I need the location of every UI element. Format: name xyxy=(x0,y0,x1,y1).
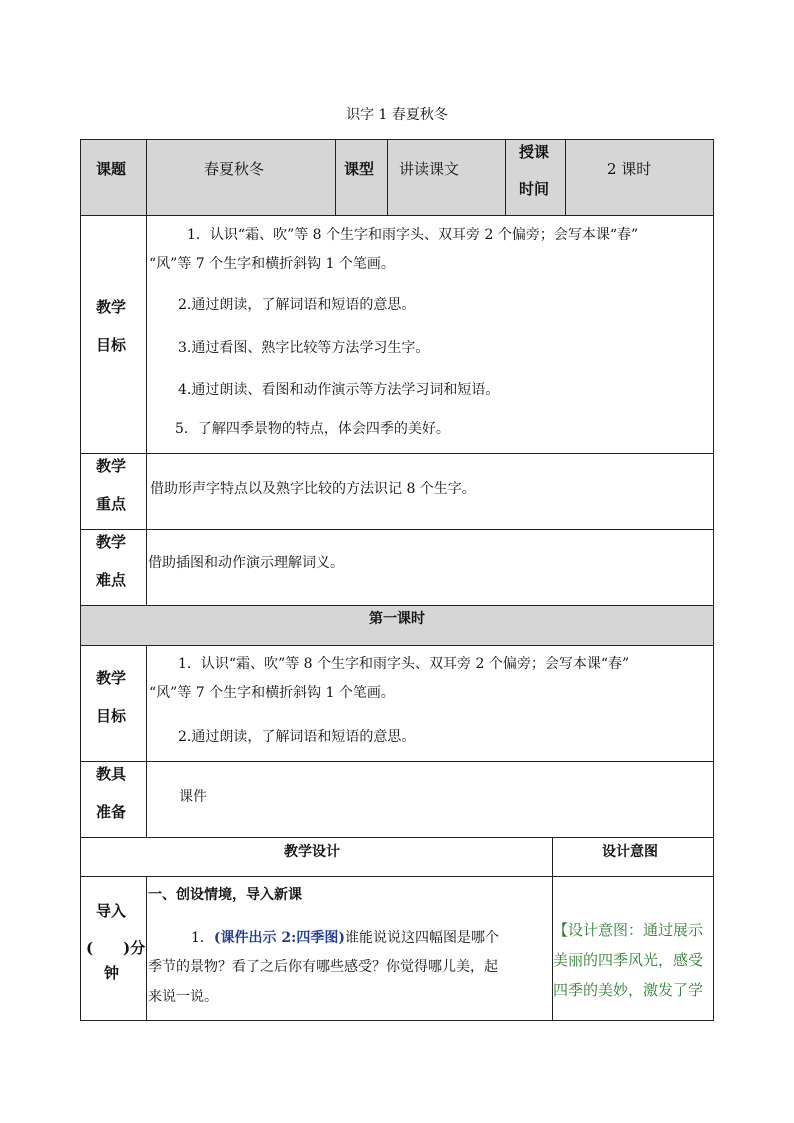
goal-item: 4.通过朗读、看图和动作演示等方法学习词和短语。 xyxy=(178,382,500,398)
goals-label-line2: 目标 xyxy=(96,336,127,354)
intro-label-line1: 导入 xyxy=(96,902,127,920)
intro-line-1-number: 1． xyxy=(191,930,214,946)
intro-line-3: 来说一说。 xyxy=(148,989,218,1005)
document-title: 识字 1 春夏秋冬 xyxy=(346,107,448,123)
goal-item: “风”等 7 个生字和横折斜钩 1 个笔画。 xyxy=(149,685,395,701)
goal-item: 2.通过朗读，了解词语和短语的意思。 xyxy=(178,729,416,745)
time-label-line1: 授课 xyxy=(519,143,550,161)
intro-label-line2: ( )分 xyxy=(86,939,146,957)
keypoints-label-line2: 重点 xyxy=(96,495,127,513)
design-intent-line: 四季的美妙，激发了学 xyxy=(553,981,704,999)
time-value: 2 课时 xyxy=(607,160,652,178)
goals-text-area xyxy=(147,216,713,453)
difficulties-text: 借助插图和动作演示理解词义。 xyxy=(148,555,344,571)
difficulties-label-line2: 难点 xyxy=(96,571,127,589)
materials-label-line2: 准备 xyxy=(96,803,127,821)
goals-label-line1: 教学 xyxy=(96,298,127,316)
keypoints-text: 借助形声字特点以及熟字比较的方法识记 8 个生字。 xyxy=(150,481,476,497)
goal-item: “风”等 7 个生字和横折斜钩 1 个笔画。 xyxy=(149,256,395,272)
intro-line-2: 季节的景物？看了之后你有哪些感受？你觉得哪儿美，起 xyxy=(148,959,498,975)
materials-text: 课件 xyxy=(179,789,207,805)
goal-item: 1．认识“霜、吹”等 8 个生字和雨字头、双耳旁 2 个偏旁；会写本课“春” xyxy=(187,227,639,243)
goal-item: 3.通过看图、熟字比较等方法学习生字。 xyxy=(178,340,430,356)
courseware-highlight: (课件出示 2:四季图) xyxy=(213,930,345,946)
difficulties-label-line1: 教学 xyxy=(96,533,127,551)
design-intent-line: 【设计意图：通过展示 xyxy=(553,921,704,939)
goal-item: 5．了解四季景物的特点，体会四季的美好。 xyxy=(175,421,450,437)
subject-value: 春夏秋冬 xyxy=(204,160,265,178)
materials-label-line1: 教具 xyxy=(96,765,127,783)
type-label: 课型 xyxy=(344,160,375,178)
goal-item: 2.通过朗读，了解词语和短语的意思。 xyxy=(178,297,416,313)
goals-one-label-line2: 目标 xyxy=(96,707,127,725)
intro-label-line3: 钟 xyxy=(104,964,120,982)
time-label-line2: 时间 xyxy=(519,180,550,198)
subject-label: 课题 xyxy=(96,160,127,178)
goals-one-label-line1: 教学 xyxy=(96,669,127,687)
type-value: 讲读课文 xyxy=(399,160,460,178)
intro-line-1-rest: 谁能说说这四幅图是哪个 xyxy=(344,930,499,946)
lesson-one-heading: 第一课时 xyxy=(369,611,425,627)
goal-item: 1．认识“霜、吹”等 8 个生字和雨字头、双耳旁 2 个偏旁；会写本课“春” xyxy=(178,656,630,672)
intro-line-1 xyxy=(191,931,499,945)
intro-section-title: 一、创设情境，导入新课 xyxy=(148,887,302,903)
design-intent-area xyxy=(553,877,713,1020)
goals-one-text-area xyxy=(147,646,713,761)
design-column-heading: 教学设计 xyxy=(284,844,340,860)
keypoints-label-line1: 教学 xyxy=(96,457,127,475)
intent-column-heading: 设计意图 xyxy=(602,844,658,860)
design-intent-line: 美丽的四季风光，感受 xyxy=(553,951,704,969)
